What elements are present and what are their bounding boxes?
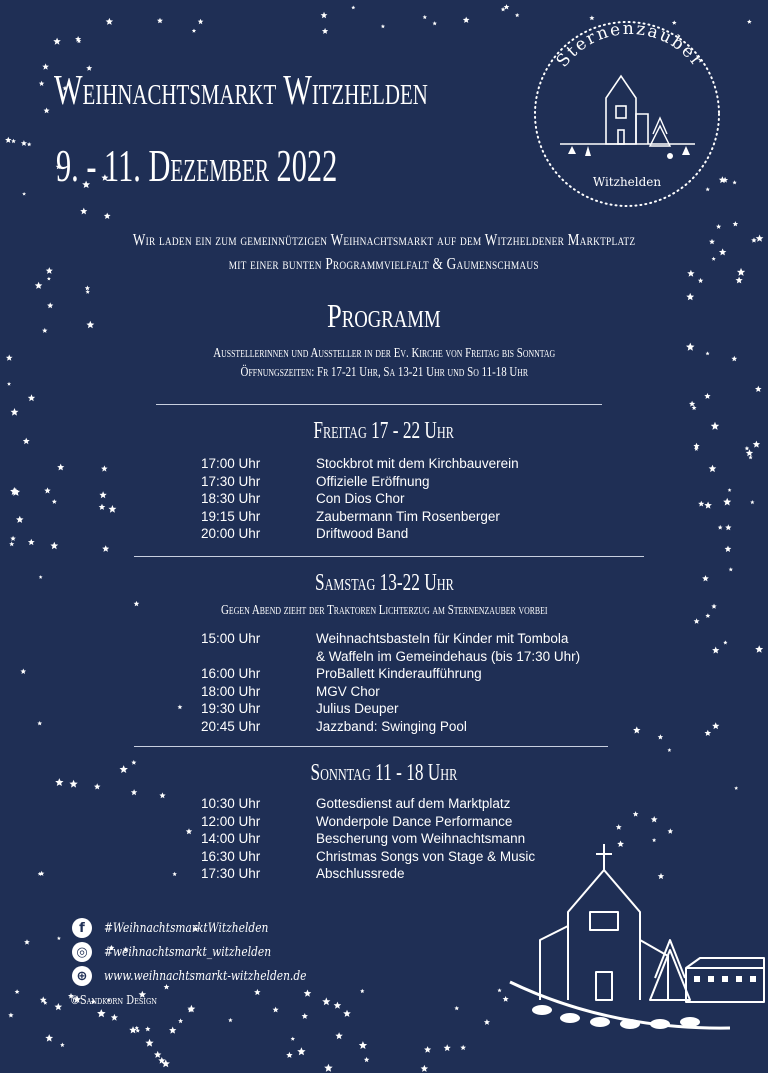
star-decoration	[324, 1064, 333, 1072]
intro-line-2: mit einer bunten Programmvielfalt & Gaumenschmaus	[228, 254, 540, 273]
star-decoration	[304, 990, 312, 997]
star-decoration	[22, 192, 26, 196]
star-decoration	[39, 81, 45, 86]
star-decoration	[104, 213, 111, 219]
event-time: 17:30 Uhr	[201, 866, 261, 882]
star-decoration	[433, 21, 437, 25]
star-decoration	[322, 997, 330, 1005]
table-row	[0, 718, 768, 736]
star-decoration	[5, 137, 11, 143]
church-illustration	[500, 840, 768, 1040]
logo-church-icon	[606, 76, 648, 144]
star-decoration	[228, 1018, 233, 1022]
star-decoration	[60, 1043, 65, 1048]
star-decoration	[381, 24, 385, 28]
star-decoration	[28, 394, 35, 401]
event-title: Stockbrot mit dem Kirchbauverein	[316, 456, 519, 471]
website-link[interactable]	[72, 964, 351, 988]
instagram-icon: ◎	[72, 942, 92, 962]
event-time: 17:00 Uhr	[201, 456, 261, 471]
star-decoration	[423, 15, 427, 19]
event-title: & Waffeln im Gemeindehaus (bis 17:30 Uhr)	[316, 648, 581, 664]
star-decoration	[692, 405, 697, 410]
event-title: Driftwood Band	[316, 526, 409, 542]
star-decoration	[501, 7, 506, 11]
divider	[156, 404, 602, 405]
saturday-note: Gegen Abend zieht der Traktoren Lichterzug am Sternenzauber vorbei	[220, 603, 548, 618]
table-row	[0, 455, 768, 473]
event-title: Offizielle Eröffnung	[316, 473, 430, 489]
star-decoration	[444, 1044, 451, 1051]
table-row	[0, 795, 768, 813]
star-decoration	[24, 939, 30, 944]
table-row	[0, 683, 768, 701]
event-time: 10:30 Uhr	[201, 796, 261, 811]
star-decoration	[85, 285, 90, 290]
star-decoration	[11, 408, 19, 416]
design-credit: ©Sandkorn Design	[70, 993, 157, 1007]
star-decoration	[80, 208, 87, 215]
star-decoration	[154, 1051, 161, 1058]
star-decoration	[45, 1034, 53, 1042]
star-decoration	[460, 1045, 466, 1050]
star-decoration	[21, 140, 27, 146]
star-decoration	[47, 277, 51, 281]
star-decoration	[286, 1052, 292, 1058]
event-title: Jazzband: Swinging Pool	[316, 718, 467, 734]
facebook-icon: f	[72, 918, 92, 938]
star-decoration	[698, 278, 703, 283]
event-time: 15:00 Uhr	[201, 631, 261, 646]
star-decoration	[747, 19, 752, 23]
star-decoration	[484, 1019, 490, 1025]
social-links	[72, 916, 351, 988]
star-decoration	[192, 29, 196, 33]
day-heading-saturday: Samstag 13-22 Uhr	[314, 570, 454, 596]
star-decoration	[667, 748, 671, 752]
star-decoration	[291, 1037, 295, 1041]
event-title: Julius Deuper	[316, 701, 399, 717]
event-title: Wonderpole Dance Performance	[316, 813, 513, 829]
star-decoration	[297, 1047, 305, 1055]
star-decoration	[254, 989, 261, 995]
star-decoration	[53, 38, 61, 45]
table-row	[0, 630, 768, 648]
event-title: Gottesdienst auf dem Marktplatz	[316, 796, 511, 811]
star-decoration	[11, 139, 16, 143]
program-heading: Programm	[327, 298, 441, 335]
star-decoration	[111, 1014, 118, 1021]
star-decoration	[178, 1018, 183, 1023]
instagram-link[interactable]	[72, 940, 351, 964]
logo-arc-text: Sternenzauber	[552, 18, 708, 72]
logo-tree-icon	[650, 118, 670, 146]
table-row	[0, 665, 768, 683]
event-title: Weihnachtsbasteln für Kinder mit Tombola	[316, 631, 569, 646]
star-decoration	[343, 1010, 351, 1017]
star-decoration	[515, 13, 519, 17]
star-decoration	[27, 142, 32, 146]
program-exhibitors: Ausstellerinnen und Aussteller in der Ev. Kirche von Freitag bis Sonntag	[213, 346, 555, 361]
star-decoration	[8, 1013, 13, 1018]
star-decoration	[86, 290, 90, 294]
event-title: MGV Chor	[316, 683, 380, 699]
star-decoration	[145, 1039, 153, 1047]
star-decoration	[302, 1013, 308, 1019]
star-decoration	[57, 936, 61, 940]
star-decoration	[35, 282, 43, 289]
star-decoration	[360, 989, 364, 993]
schedule-saturday	[0, 630, 768, 736]
event-dates: 9. - 11. Dezember 2022	[56, 140, 338, 191]
star-decoration	[463, 17, 470, 23]
event-title: Zaubermann Tim Rosenberger	[316, 508, 500, 524]
event-title: Christmas Songs von Stage & Music	[316, 848, 536, 864]
table-row	[0, 525, 768, 543]
website-url: www.weihnachtsmarkt-witzhelden.de	[104, 968, 307, 984]
event-time: 20:00 Uhr	[201, 526, 261, 542]
star-decoration	[359, 1041, 367, 1049]
event-time: 16:30 Uhr	[201, 848, 261, 864]
star-decoration	[322, 28, 328, 34]
star-decoration	[704, 393, 710, 399]
day-heading-friday: Freitag 17 - 22 Uhr	[313, 418, 455, 444]
star-decoration	[102, 545, 109, 552]
star-decoration	[351, 6, 355, 10]
event-time: 18:00 Uhr	[201, 683, 261, 699]
star-decoration	[334, 1002, 342, 1009]
event-title: Weihnachtsmarkt Witzhelden	[54, 68, 428, 114]
divider	[134, 746, 608, 747]
event-time: 14:00 Uhr	[201, 831, 261, 847]
star-decoration	[97, 1009, 106, 1017]
star-decoration	[15, 989, 20, 994]
star-decoration	[364, 1057, 370, 1062]
intro-line-1: Wir laden ein zum gemeinnützigen Weihnachtsmarkt auf dem Witzheldener Marktplatz	[132, 230, 636, 249]
event-time: 19:30 Uhr	[201, 701, 261, 717]
table-row	[0, 648, 768, 666]
program-opening-hours: Öffnungszeiten: Fr 17-21 Uhr, Sa 13-21 Uhr und So 11-18 Uhr	[240, 365, 528, 380]
star-decoration	[454, 1006, 459, 1010]
table-row	[0, 508, 768, 526]
event-time: 20:45 Uhr	[201, 718, 261, 734]
star-decoration	[273, 1007, 279, 1013]
star-decoration	[424, 1046, 431, 1053]
star-decoration	[421, 1065, 429, 1072]
star-decoration	[42, 63, 49, 69]
star-decoration	[736, 277, 743, 284]
star-decoration	[145, 1026, 150, 1031]
event-time: 18:30 Uhr	[201, 491, 261, 507]
table-row	[0, 700, 768, 718]
schedule-friday	[0, 455, 768, 543]
table-row	[0, 473, 768, 491]
event-title: Con Dios Chor	[316, 491, 405, 507]
day-heading-sunday: Sonntag 11 - 18 Uhr	[310, 760, 458, 786]
divider	[134, 556, 644, 557]
star-decoration	[44, 108, 50, 114]
globe-icon: ⊕	[72, 966, 92, 986]
star-decoration	[157, 18, 163, 24]
star-decoration	[55, 1003, 63, 1010]
instagram-hashtag: #weihnachtsmarkt_witzhelden	[104, 944, 272, 960]
facebook-link[interactable]	[72, 916, 351, 940]
star-decoration	[7, 382, 11, 386]
star-decoration	[106, 18, 114, 25]
table-row	[0, 813, 768, 831]
star-decoration	[755, 386, 762, 392]
event-time: 17:30 Uhr	[201, 473, 261, 489]
sternenzauber-logo	[520, 14, 734, 214]
event-time: 19:15 Uhr	[201, 508, 261, 524]
star-decoration	[725, 546, 732, 552]
event-time: 12:00 Uhr	[201, 813, 261, 829]
event-time: 16:00 Uhr	[201, 666, 261, 682]
star-decoration	[335, 1032, 342, 1039]
star-decoration	[321, 12, 328, 18]
event-title: Abschlussrede	[316, 866, 405, 882]
table-row	[0, 490, 768, 508]
facebook-hashtag: #WeihnachtsmarktWitzhelden	[104, 920, 269, 936]
star-decoration	[169, 1027, 176, 1034]
logo-bottom-text: Witzhelden	[592, 175, 662, 189]
event-title: ProBallett Kinderaufführung	[316, 666, 482, 682]
star-decoration	[198, 19, 204, 25]
star-decoration	[745, 446, 750, 450]
event-title: Bescherung vom Weihnachtsmann	[316, 831, 526, 847]
star-decoration	[733, 221, 739, 226]
